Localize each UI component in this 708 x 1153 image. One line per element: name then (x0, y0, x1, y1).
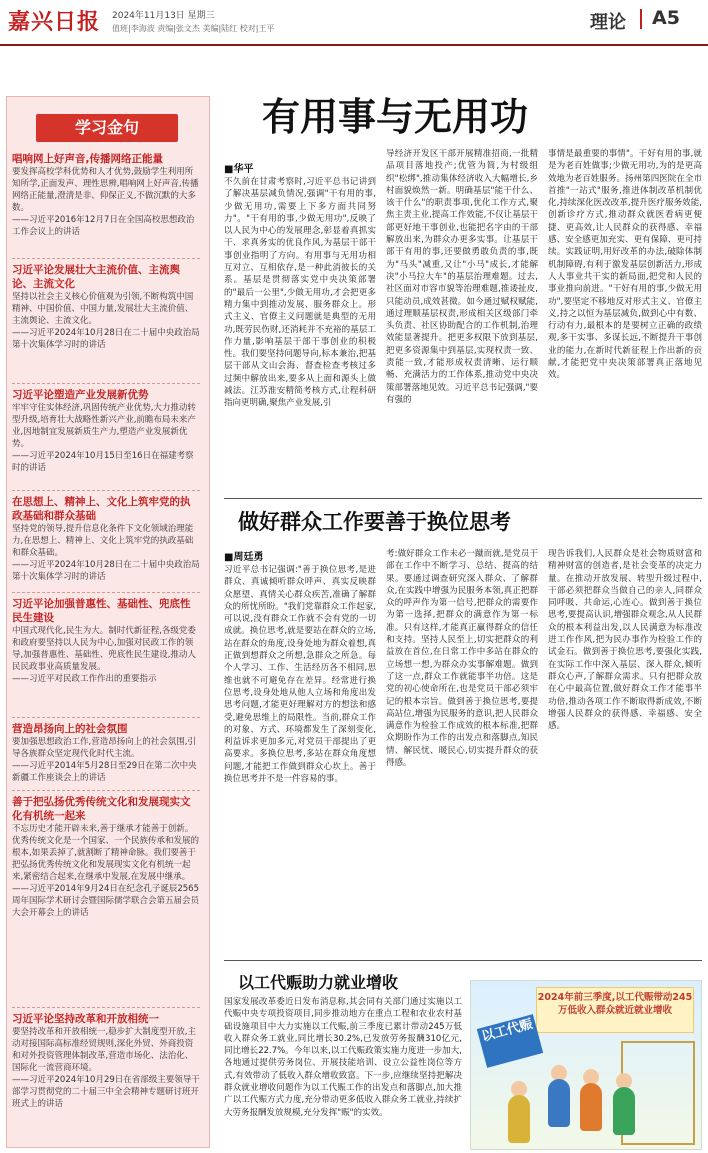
staff-line: 值班|李海波 责编|张文杰 美编|陆红 校对|王平 (112, 24, 275, 33)
quote-body: 要坚持改革和开放相统一,稳步扩大制度型开放,主动对接国际高标准经贸规则,深化外贸、外商投资和对外投资管理体制改革,营造市场化、法治化、国际化一流营商环境。 (12, 1027, 196, 1073)
quote-body: 中国式现代化,民生为大。制时代新征程,各级党委和政府要坚持以人民为中心,加强对民政工作的领导,加强普惠性、基础性、兜底性民生建设,推动人民民政事业高质量发展。 (12, 626, 196, 672)
article-divider (224, 960, 702, 961)
quote-divider (12, 383, 200, 385)
article2-column-2: 考:做好群众工作未必一蹴而就,是党员干部在工作中不断学习、总结、提高的结果。要通过调查研究深入群众、了解群众,在实践中增强为民服务本领,真正把群众的呼声作为第一信号,把群众的需要作为第一选择,把群众的满意作为第一标准。只有这样,才能真正赢得群众的信任和支持。坚持人民至上,切实把群众的利益放在首位,在日常工作中多站在群众的立场想一想,为群众办实事解难题。做到了这一点,群众工作就能事半功倍。这是党的初心使命所在,也是党员干部必须牢记的根本宗旨。做到善于换位思考,要提高站位,增强为民服务的意识,把人民群众满意作为检验工作成效的根本标准,把群众期盼作为工作的出发点和落脚点,知民情、解民忧、暖民心,切实提升群众的获得感。 (386, 549, 538, 769)
article1-column-1: 不久前在甘肃考察时,习近平总书记讲到了解决基层减负情况,强调"干有用的事,少做无用功,需要上下多方面共同努力"。"干有用的事,少做无用功",反映了以人民为中心的发展理念,彰显着真抓实干、求真务实的优良作风,为基层干部干事创业指明了方向。有用事与无用功相互对立、互相依存,是一种此消彼长的关系。基层是贯彻落实党中央决策部署的"最后一公里",少做无用功,才会把更多精力集中到推动发展、服务群众上。形式主义、官僚主义问题就是典型的无用功,既劳民伤财,还消耗并不充裕的基层工作力量,影响基层干部干事创业的积极性。我们要坚持问题导向,标本兼治,把基层干部从文山会海、督查检查考核过多过频中解放出来,要多从上面和源头上做减法。江苏淮安精简考核方式,让程科研指向更明确,聚焦产业发展,引 (224, 177, 376, 409)
quote-heading: 习近平论塑造产业发展新优势 (12, 389, 149, 401)
quote-source: ——习近平2016年12月7日在全国高校思想政治工作会议上的讲话 (12, 215, 195, 237)
quote-item (12, 597, 200, 685)
quote-heading: 在思想上、精神上、文化上筑牢党的执政基础和群众基础 (12, 496, 191, 522)
quote-item (12, 495, 200, 583)
quote-divider (12, 592, 200, 594)
quote-item (12, 152, 200, 238)
section-divider (640, 9, 642, 29)
quote-divider (12, 1007, 200, 1009)
illustration-sign: 以工代赈 (477, 1014, 543, 1068)
article1-column-3: 事情是最重要的事情"。干好有用的事,就是为老百姓做事;少做无用功,为的是更高效地为老百姓服务。扬州第四医院在全市首推"一站式"服务,推进体制改革机制优化,持续深化医改改革,提升医疗服务效能,创新诊疗方式,推动群众就医看病更便捷、更高效,让人民群众的获得感、幸福感、安全感更加充实、更有保障、更可持续。实践证明,用好改革的办法,破除体制机制障碍,有利于激发基层创新活力,形成人人事业共干实的新局面,把党和人民的事业推向前进。"干好有用的事,少做无用功",要坚定不移地反对形式主义、官僚主义,持之以恒为基层减负,做到心中有数、行动有力,最根本的是要树立正确的政绩观,多干实事、多谋长远,不断提升干事创业的能力,在新时代新征程上作出新的贡献,才能把党中央决策部署真正落地见效。 (548, 149, 702, 381)
quote-heading: 善于把弘扬优秀传统文化和发展现实文化有机统一起来 (12, 796, 191, 822)
newspaper-logo: 嘉兴日报 (8, 9, 101, 35)
page-number: A5 (652, 7, 680, 29)
quote-heading: 营造昂扬向上的社会氛围 (12, 723, 128, 735)
quote-divider (12, 717, 200, 719)
quote-body: 坚持党的领导,提升信息化条件下文化领域治理能力,在思想上、精神上、文化上筑牢党的执政基础和群众基础。 (12, 524, 194, 558)
section-name: 理论 (590, 12, 626, 33)
quote-heading: 习近平论发展壮大主流价值、主流舆论、主流文化 (12, 264, 180, 290)
quote-divider (12, 490, 200, 492)
article-divider (224, 498, 702, 499)
illustration (470, 980, 702, 1150)
quote-divider (12, 790, 200, 792)
date-line: 2024年11月13日 星期三 (112, 11, 215, 21)
quote-source: ——习近平2014年9月24日在纪念孔子诞辰2565周年国际学术研讨会暨国际儒学联合会第五届会员大会开幕会上的讲话 (12, 884, 200, 918)
quote-item (12, 388, 200, 474)
quote-item (12, 1012, 200, 1110)
quote-item (12, 722, 200, 784)
quote-heading: 习近平论坚持改革和开放相统一 (12, 1013, 159, 1025)
quote-item (12, 263, 200, 351)
quote-source: ——习近平2024年10月28日在二十届中央政治局第十次集体学习时的讲话 (12, 328, 200, 350)
worker-figure (508, 1095, 530, 1143)
article1-author: ■华平 (224, 164, 254, 175)
quote-body: 不忘历史才能开辟未来,善于继承才能善于创新。优秀传统文化是一个国家、一个民族传承和发展的根本,如果丢掉了,就割断了精神命脉。我们要善于把弘扬优秀传统文化和发展现实文化有机统一起来,紧密结合起来,在继承中发展,在发展中继承。 (12, 824, 200, 882)
worker-figure (613, 1087, 635, 1135)
quote-item (12, 795, 200, 919)
sidebar-title: 学习金句 (36, 114, 178, 142)
quote-heading: 习近平论加强普惠性、基础性、兜底性民生建设 (12, 598, 191, 624)
quote-source: ——习近平2024年10月29日在省部级主要领导干部学习贯彻党的二十届三中全会精神专题研讨班开班式上的讲话 (12, 1075, 200, 1109)
quote-body: 牢牢守住实体经济,巩固传统产业优势,大力推动转型升级,培育壮大战略性新兴产业,前瞻布局未来产业,因地制宜发展新质生产力,塑造产业发展新优势。 (12, 403, 196, 449)
quote-body: 坚持以社会主义核心价值观为引领,不断构筑中国精神、中国价值、中国力量,发展壮大主流价值、主流舆论、主流文化。 (12, 292, 194, 326)
quote-source: ——习近平对民政工作作出的重要指示 (12, 674, 157, 684)
quote-divider (12, 258, 200, 260)
article1-column-2: 导经济开发区干部开展精准招商,一批精品项目落地投产;优管为简,为村级组织"松绑",推动集体经济收入大幅增长,乡村面貌焕然一新。明确基层"能干什么、该干什么"的职责事项,优化工作方式,聚焦主责主业,提高工作效能,不仅让基层干部更好地干事创业,也能把名字由的干部解放出来,为群众办更多实事。让基层干部干有用的事,还要做勇敢负责的事,既为"马头"减重,又让"小马"成长,才能解决"小马拉大车"的基层治理难题。过去,社区面对市容市貌等治理难题,推诿扯皮,只能动员,成效甚微。如今通过赋权赋能,通过理顺基层权责,形成相关区级部门牵头负责、社区协助配合的工作机制,治理效能显著提升。把更多权限下放到基层,把更多资源集中到基层,实现权责一致、责能一致,才能形成权责清晰、运行顺畅、充满活力的工作体系,推动党中央决策部署落地见效。习近平总书记强调,"要有强的 (386, 149, 538, 405)
article2-column-3: 现告诉我们,人民群众是社会物质财富和精神财富的创造者,是社会变革的决定力量。在推动开放发展、转型升级过程中,干部必须把群众当做自己的亲人,同群众同呼吸、共命运,心连心。做到善于换位思考,要提高认识,增强群众观念,从人民群众的根本利益出发,以人民满意为标准改进工作作风,把为民办事作为检验工作的试金石。做到善于换位思考,要强化实践,在实际工作中深入基层、深入群众,倾听群众心声,了解群众需求。只有把群众放在心中最高位置,做好群众工作才能事半功倍,推动各项工作不断取得新成效,不断增强人民群众的获得感、幸福感、安全感。 (548, 549, 702, 732)
quote-source: ——习近平2024年10月28日在二十届中央政治局第十次集体学习时的讲话 (12, 560, 200, 582)
article1-title: 有用事与无用功 (262, 95, 529, 139)
article3-body: 国家发展改革委近日发布消息称,其会同有关部门通过实施以工代赈中央专项投资项目,同步推动地方在重点工程和农业农村基础设施项目中大力实施以工代赈,前三季度已累计带动245万低收入群众务工就业,同比增长30.2%,已发放劳务报酬310亿元,同比增长22.7%。今年以来,以工代赈政策实施力度进一步加大,各地通过提供劳务岗位、开展技能培训、设立公益性岗位等方式,有效带动了低收入群众增收致富。下一步,应继续坚持把解决群众就业增收问题作为以工代赈工作的出发点和落脚点,加大推广以工代赈方式力度,充分带动更多低收入群众务工就业,持续扩大劳务报酬发放规模,充分发挥"赈"的实效。 (224, 997, 462, 1118)
illustration-banner: 2024年前三季度,以工代赈带动245万低收入群众就近就业增收 (536, 987, 694, 1033)
quote-heading: 唱响网上好声音,传播网络正能量 (12, 153, 163, 165)
article2-column-1: 习近平总书记强调:"善于换位思考,是进群众、真诚倾听群众呼声、真实反映群众愿望、真情关心群众疾苦,准确了解群众的所忧所盼。"我们党靠群众工作起家,可以说,没有群众工作就不会有党的一切成就。换位思考,就是要站在群众的立场,站在群众的角度,设身处地为群众着想,真正做到想群众之所想,急群众之所急。每个人学习、工作、生活经历各不相同,思维也就不可避免存在差异。经常进行换位思考,设身处地从他人立场和角度出发思考问题,才能更好理解对方的想法和感受,避免思维上的局限性。当前,群众工作的对象、方式、环境都发生了深刻变化,利益诉求更加多元,对党员干部提出了更高要求。多换位思考,多站在群众角度想问题,才能把工作做到群众心坎上。善于换位思考并不是一件容易的事。 (224, 565, 376, 785)
quote-source: ——习近平2014年5月28日至29日在第二次中央新疆工作座谈会上的讲话 (12, 761, 197, 783)
article2-author: ■周廷勇 (224, 552, 264, 563)
article2-title: 做好群众工作要善于换位思考 (238, 510, 511, 534)
worker-figure (580, 1083, 602, 1131)
worker-figure (548, 1079, 570, 1127)
quote-body: 要加强思想政治工作,营造昂扬向上的社会氛围,引导各族群众坚定现代化时代主流。 (12, 737, 196, 759)
quote-source: ——习近平2024年10月15日至16日在福建考察时的讲话 (12, 451, 194, 473)
quote-body: 要发挥高校学科优势和人才优势,鼓励学生利用所知所学,正面发声、理性思辨,唱响网上好声音,传播网络正能量,澄清是非、仰保正义,不做沉默的大多数。 (12, 167, 199, 213)
article3-title: 以工代赈助力就业增收 (238, 973, 399, 992)
